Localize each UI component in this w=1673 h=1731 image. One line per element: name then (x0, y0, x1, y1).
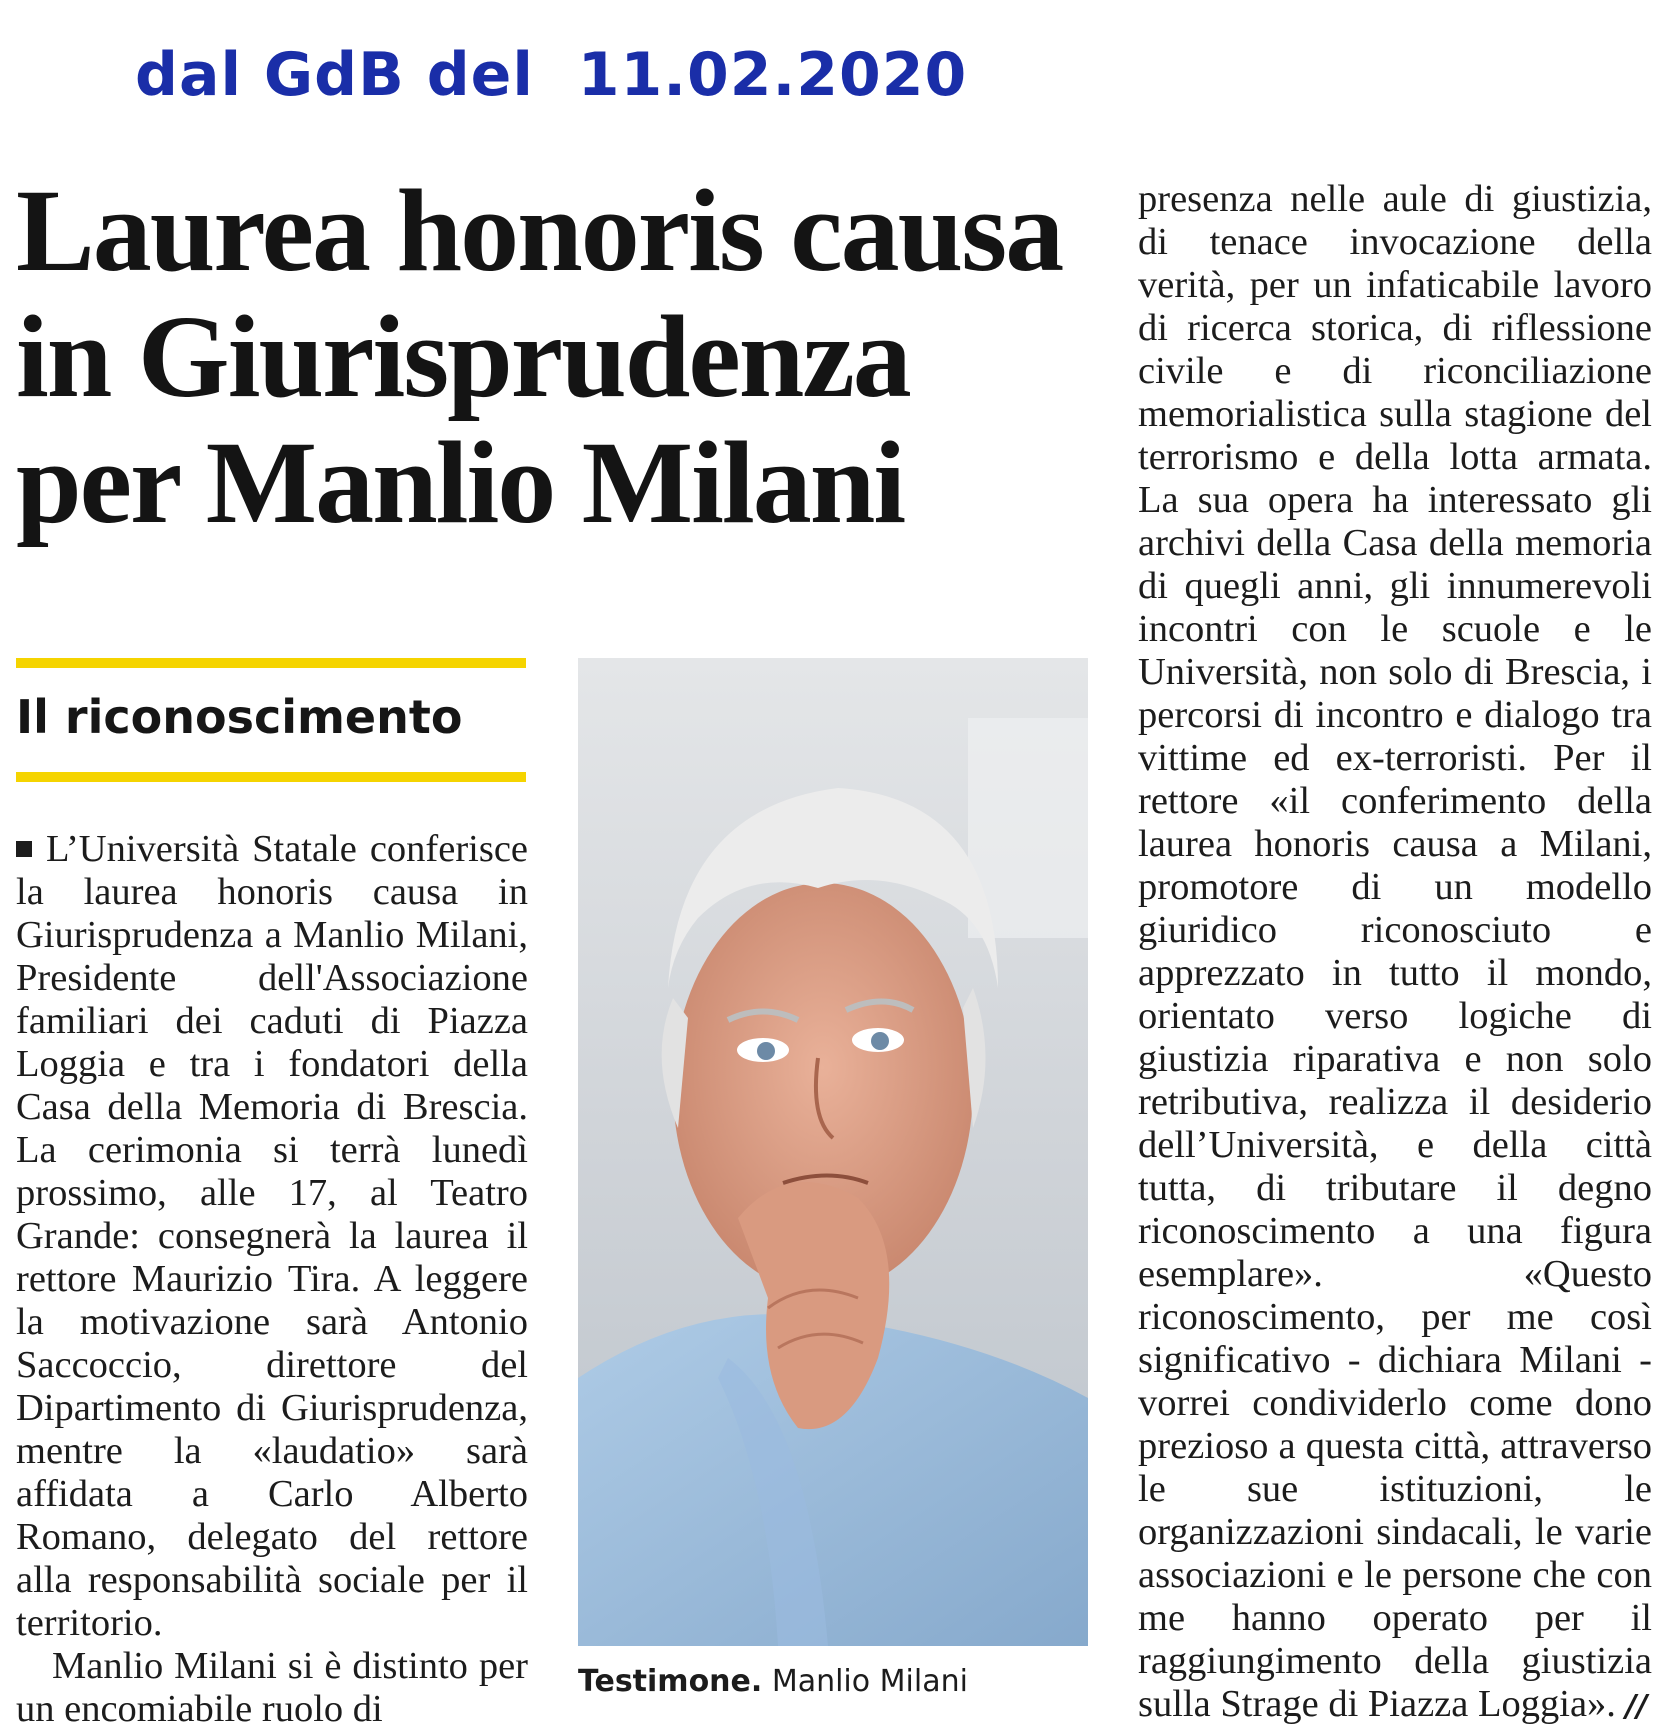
paragraph-2-continued-text: presenza nelle aule di giustizia, di tenace invocazione della verità, per un infaticabile lavoro di ricerca storica, di riflessione civile e di riconciliazione memorialistica sulla stagione del terrorismo e della lotta armata. La sua opera ha interessato gli archivi della Casa della memoria di quegli anni, gli innumerevoli incontri con le scuole e le Università, non solo di Brescia, i percorsi di incontro e dialogo tra vittime ed ex-terroristi. Per il rettore «il conferimento della laurea honoris causa a Milani, promotore di un modello giuridico riconosciuto e apprezzato in tutto il mondo, orientato verso logiche di giustizia riparativa e non solo retributiva, realizza il desiderio dell’Università, e della città tutta, di tributare il degno riconoscimento a una figura esemplare». «Questo riconoscimento, per me così significativo - dichiara Milani - vorrei condividerlo come dono prezioso a questa città, attraverso le sue istituzioni, le organizzazioni sindacali, le varie associazioni e le persone che con me hanno operato per il raggiungimento della giustizia sulla Strage di Piazza Loggia». (1138, 178, 1652, 1725)
headline-line-2: in Giurisprudenza (16, 291, 910, 422)
headline (16, 165, 1096, 548)
portrait-photo (578, 658, 1088, 1646)
portrait-illustration (578, 658, 1088, 1646)
article-column-left (16, 828, 528, 1731)
photo-caption (578, 1664, 968, 1699)
paragraph-1-text: L’Università Statale conferisce la laurea honoris causa in Giurisprudenza a Manlio Milani, Presidente dell'Associazione familiari dei caduti di Piazza Loggia e tra i fondatori della Casa della Memoria di Brescia. La cerimonia si terrà lunedì prossimo, alle 17, al Teatro Grande: consegnerà la laurea il rettore Maurizio Tira. A leggere la motivazione sarà Antonio Saccoccio, direttore del Dipartimento di Giurisprudenza, mentre la «laudatio» sarà affidata a Carlo Alberto Romano, delegato del rettore alla responsabilità sociale per il territorio. (16, 828, 528, 1644)
headline-line-1: Laurea honoris causa (16, 165, 1063, 296)
article-paragraph-1 (16, 828, 528, 1645)
caption-text: Manlio Milani (762, 1664, 968, 1699)
article-paragraph-2-start: Manlio Milani si è distinto per un encomiabile ruolo di (16, 1645, 528, 1730)
article-paragraph-2-continued (1138, 178, 1652, 1728)
section-rule-bottom (16, 772, 526, 782)
bullet-square-icon (16, 841, 32, 857)
section-label: Il riconoscimento (16, 690, 463, 744)
headline-line-3: per Manlio Milani (16, 417, 905, 548)
article-column-right (1138, 178, 1652, 1728)
section-rule-top (16, 658, 526, 668)
caption-label: Testimone. (578, 1664, 763, 1699)
end-mark: // (1625, 1689, 1648, 1724)
source-date-line: dal GdB del 11.02.2020 (135, 40, 968, 110)
